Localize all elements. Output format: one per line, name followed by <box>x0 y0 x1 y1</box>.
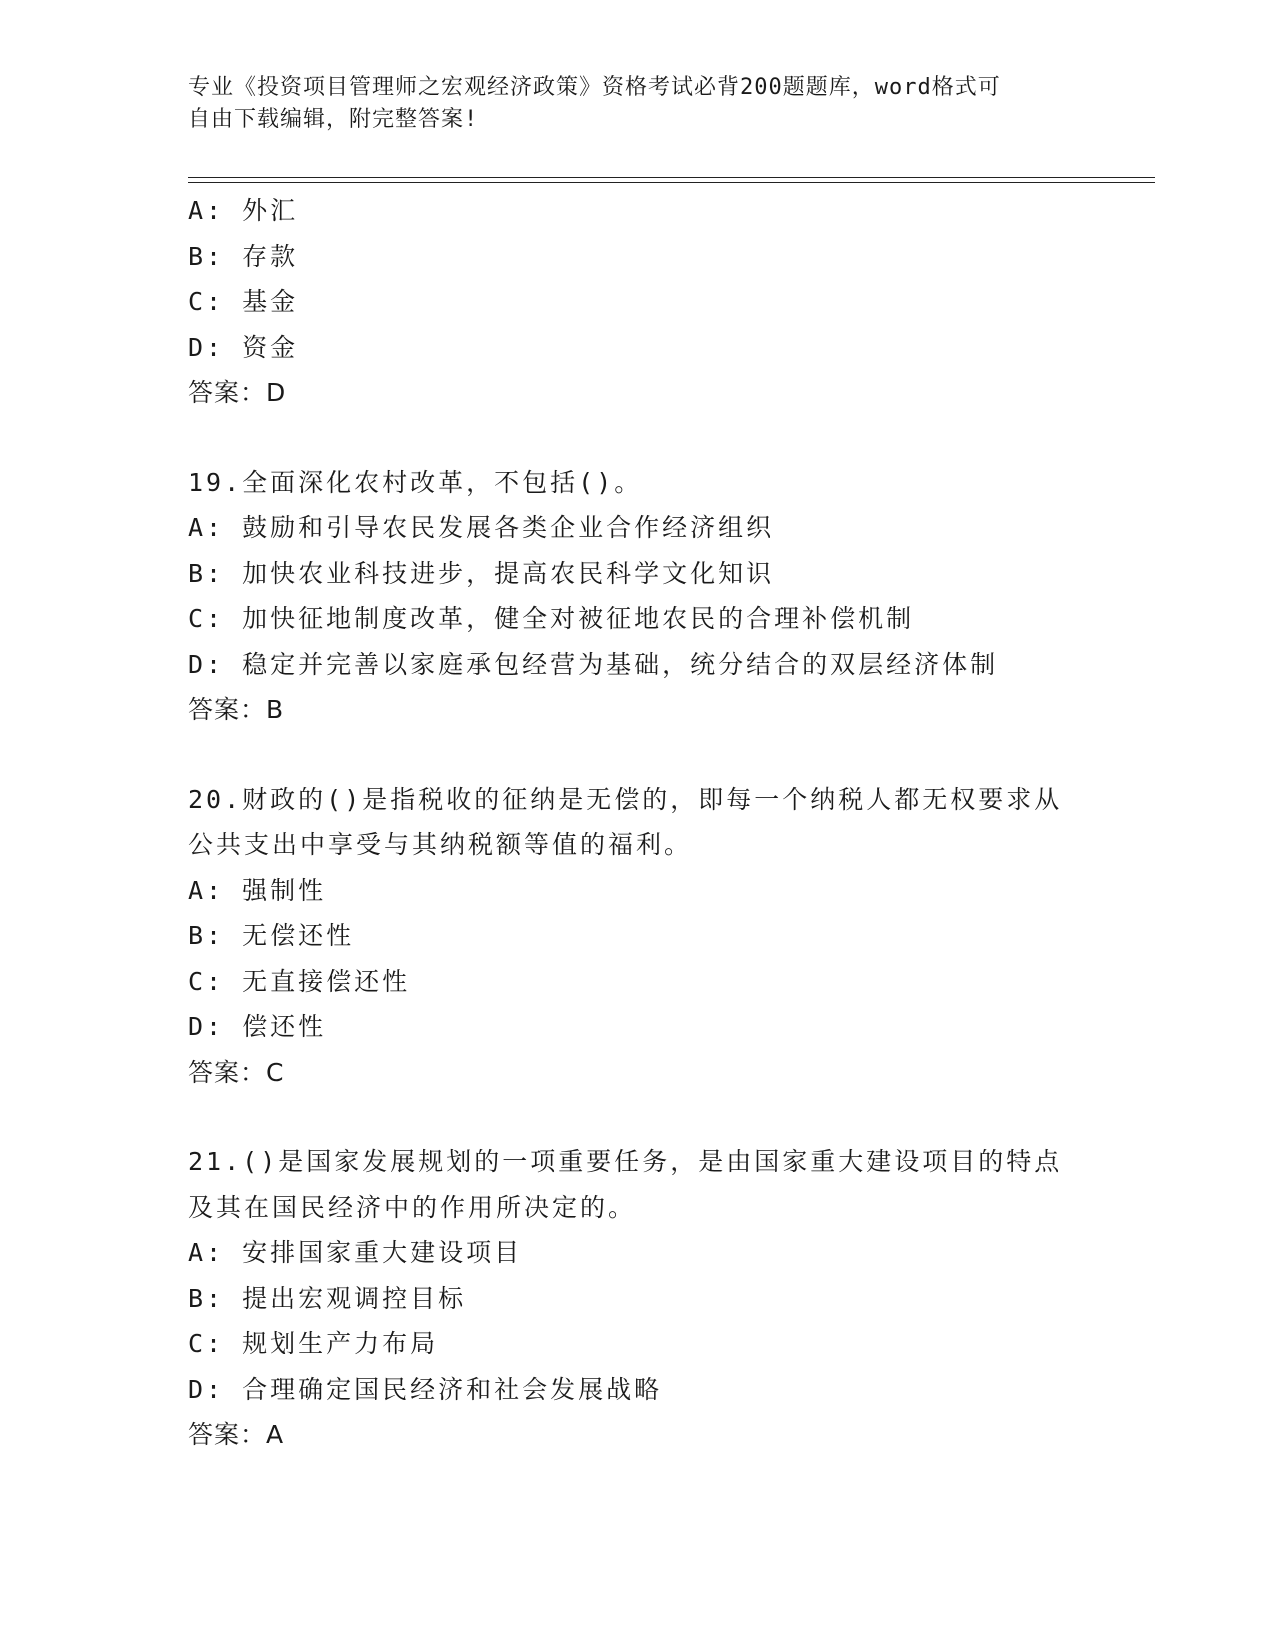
header-rule-bottom <box>188 182 1155 183</box>
document-header <box>188 72 1088 136</box>
option-c: C: 规划生产力布局 <box>188 1329 439 1358</box>
option-d: D: 合理确定国民经济和社会发展战略 <box>188 1374 663 1404</box>
option-a: A: 安排国家重大建设项目 <box>188 1238 523 1267</box>
header-line-1: 专业《投资项目管理师之宏观经济政策》资格考试必背200题题库，word格式可 <box>188 75 1001 100</box>
option-c: C: 基金 <box>188 287 299 316</box>
option-b: B: 存款 <box>188 241 299 271</box>
option-b: B: 无偿还性 <box>188 921 355 950</box>
option-b: B: 加快农业科技进步，提高农民科学文化知识 <box>188 558 775 588</box>
question-list <box>188 188 1088 1458</box>
question-text: 19.全面深化农村改革，不包括()。 <box>188 467 643 497</box>
option-a: A: 强制性 <box>188 875 327 905</box>
question-text-cont: 及其在国民经济中的作用所决定的。 <box>188 1192 637 1222</box>
option-a: A: 外汇 <box>188 196 299 225</box>
answer: 答案：D <box>188 378 287 407</box>
option-b: B: 提出宏观调控目标 <box>188 1283 467 1313</box>
question-block-19 <box>188 460 1088 733</box>
question-text-cont: 公共支出中享受与其纳税额等值的福利。 <box>188 830 693 859</box>
header-rule-top <box>188 177 1155 178</box>
question-text: 21.()是国家发展规划的一项重要任务，是由国家重大建设项目的特点 <box>188 1147 1063 1176</box>
option-c: C: 加快征地制度改革，健全对被征地农民的合理补偿机制 <box>188 604 915 633</box>
question-block-21 <box>188 1139 1088 1458</box>
question-text: 20.财政的()是指税收的征纳是无偿的，即每一个纳税人都无权要求从 <box>188 784 1063 814</box>
question-block-20 <box>188 777 1088 1096</box>
answer: 答案：A <box>188 1420 285 1449</box>
header-line-2: 自由下载编辑，附完整答案! <box>188 107 479 132</box>
option-c: C: 无直接偿还性 <box>188 966 411 996</box>
answer: 答案：C <box>188 1057 285 1087</box>
question-block-18 <box>188 188 1088 416</box>
option-d: D: 偿还性 <box>188 1012 327 1041</box>
answer: 答案：B <box>188 695 285 724</box>
option-d: D: 稳定并完善以家庭承包经营为基础，统分结合的双层经济体制 <box>188 649 999 679</box>
option-a: A: 鼓励和引导农民发展各类企业合作经济组织 <box>188 513 775 542</box>
option-d: D: 资金 <box>188 332 299 362</box>
